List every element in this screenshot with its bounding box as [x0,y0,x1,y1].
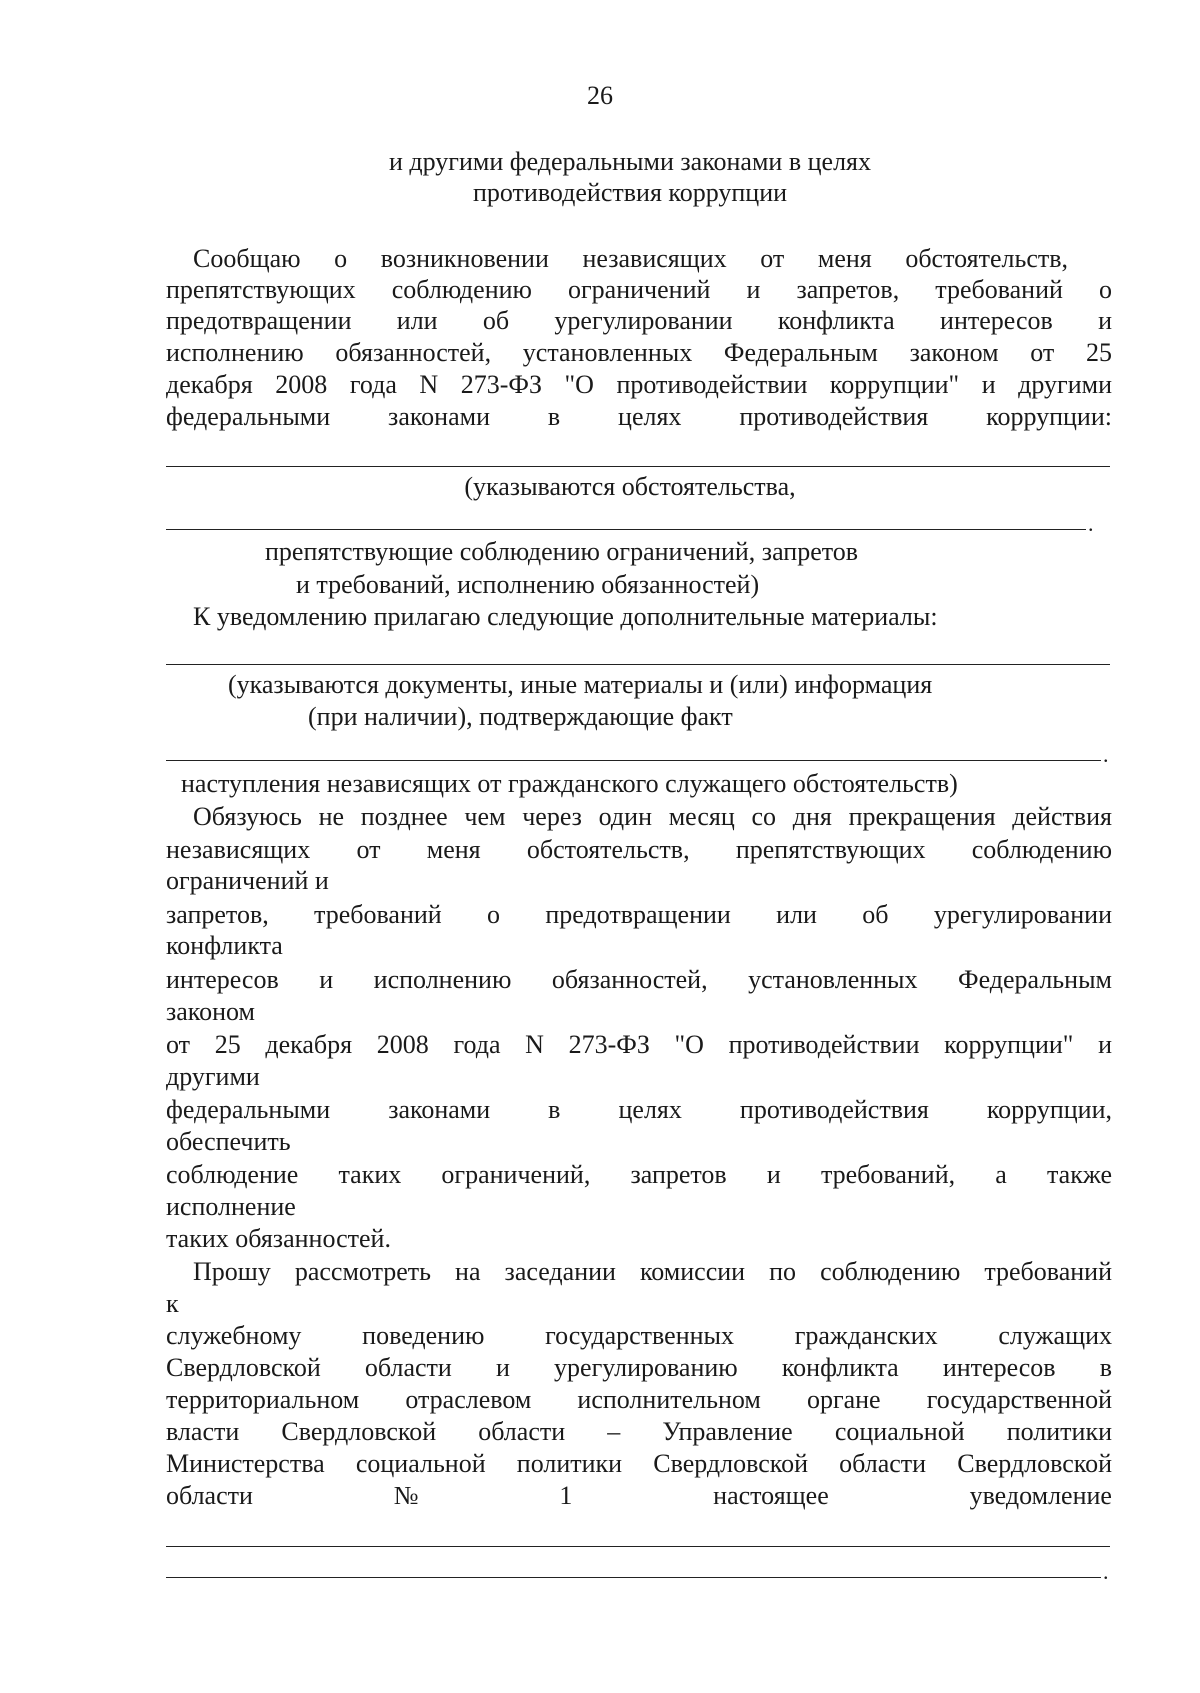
fill-line-3 [166,664,1110,665]
para2-line-6: интересов и исполнению обязанностей, установленных Федеральным [166,965,1112,994]
caption-documents: (указываются документы, иные материалы и (или) информация [228,670,933,699]
para2-line-5: конфликта [166,931,283,960]
period-mark: . [1103,1559,1109,1584]
para2-line-9: другими [166,1062,260,1091]
para3-line-2: к [166,1289,179,1318]
para2-line-2: независящих от меня обстоятельств, препятствующих соблюдению [166,835,1112,864]
para2-line-14: таких обязанностей. [166,1224,391,1253]
para2-line-1: Обязуюсь не позднее чем через один месяц со дня прекращения действия [193,802,1112,831]
para2-line-7: законом [166,997,255,1026]
word-oblasti: области [166,1481,253,1510]
period-mark: . [1088,511,1094,536]
para2-line-3: ограничений и [166,866,329,895]
para1-line-4: исполнению обязанностей, установленных Федеральным законом от 25 [166,338,1112,367]
caption-preventing: препятствующие соблюдению ограничений, запретов [265,537,859,566]
heading-line-1: и другими федеральными законами в целях [388,147,871,176]
fill-line-1 [166,466,1110,467]
para1-line-1: Сообщаю о возникновении независящих от меня обстоятельств, [193,244,1068,273]
para3-line-5: территориальном отраслевом исполнительном органе государственной [166,1385,1112,1414]
period-mark: . [1103,742,1109,767]
para1-line-5: декабря 2008 года N 273-ФЗ "О противодействии коррупции" и другими [166,370,1112,399]
fill-line-2 [166,529,1086,530]
caption-confirming: (при наличии), подтверждающие факт [308,702,733,731]
para3-line-4: Свердловской области и урегулированию конфликта интересов в [166,1353,1112,1382]
caption-circumstances: (указываются обстоятельства, [464,472,796,501]
word-nastoyashchee: настоящее [713,1481,829,1510]
caption-requirements: и требований, исполнению обязанностей) [296,570,760,599]
para2-line-10: федеральными законами в целях противодействия коррупции, [166,1095,1112,1124]
para3-line-8 [166,1480,1112,1512]
para2-line-13: исполнение [166,1192,296,1221]
word-uvedomlenie: уведомление [969,1481,1112,1510]
number-sign: № [393,1481,419,1510]
para1-line-3: предотвращении или об урегулировании конфликта интересов и [166,306,1112,335]
para2-line-11: обеспечить [166,1127,291,1156]
fill-line-5 [166,1546,1110,1547]
para2-line-4: запретов, требований о предотвращении или об урегулировании [166,900,1112,929]
para1-line-2: препятствующих соблюдению ограничений и запретов, требований о [166,275,1112,304]
para3-line-1: Прошу рассмотреть на заседании комиссии по соблюдению требований [193,1257,1112,1286]
heading-line-2: противодействия коррупции [472,178,788,207]
caption-occurrence: наступления независящих от гражданского служащего обстоятельств) [181,769,958,798]
para3-line-3: служебному поведению государственных гражданских служащих [166,1321,1112,1350]
fill-line-4 [166,760,1101,761]
para3-line-7: Министерства социальной политики Свердловской области Свердловской [166,1449,1112,1478]
attachments-line: К уведомлению прилагаю следующие дополнительные материалы: [193,602,938,631]
para2-line-8: от 25 декабря 2008 года N 273-ФЗ "О противодействии коррупции" и [166,1030,1112,1059]
para1-line-6: федеральными законами в целях противодействия коррупции: [166,402,1112,431]
page-number: 26 [587,81,613,110]
para3-line-6: власти Свердловской области – Управление социальной политики [166,1417,1112,1446]
para2-line-12: соблюдение таких ограничений, запретов и требований, а также [166,1160,1112,1189]
fill-line-6 [166,1577,1101,1578]
department-number: 1 [559,1481,573,1510]
